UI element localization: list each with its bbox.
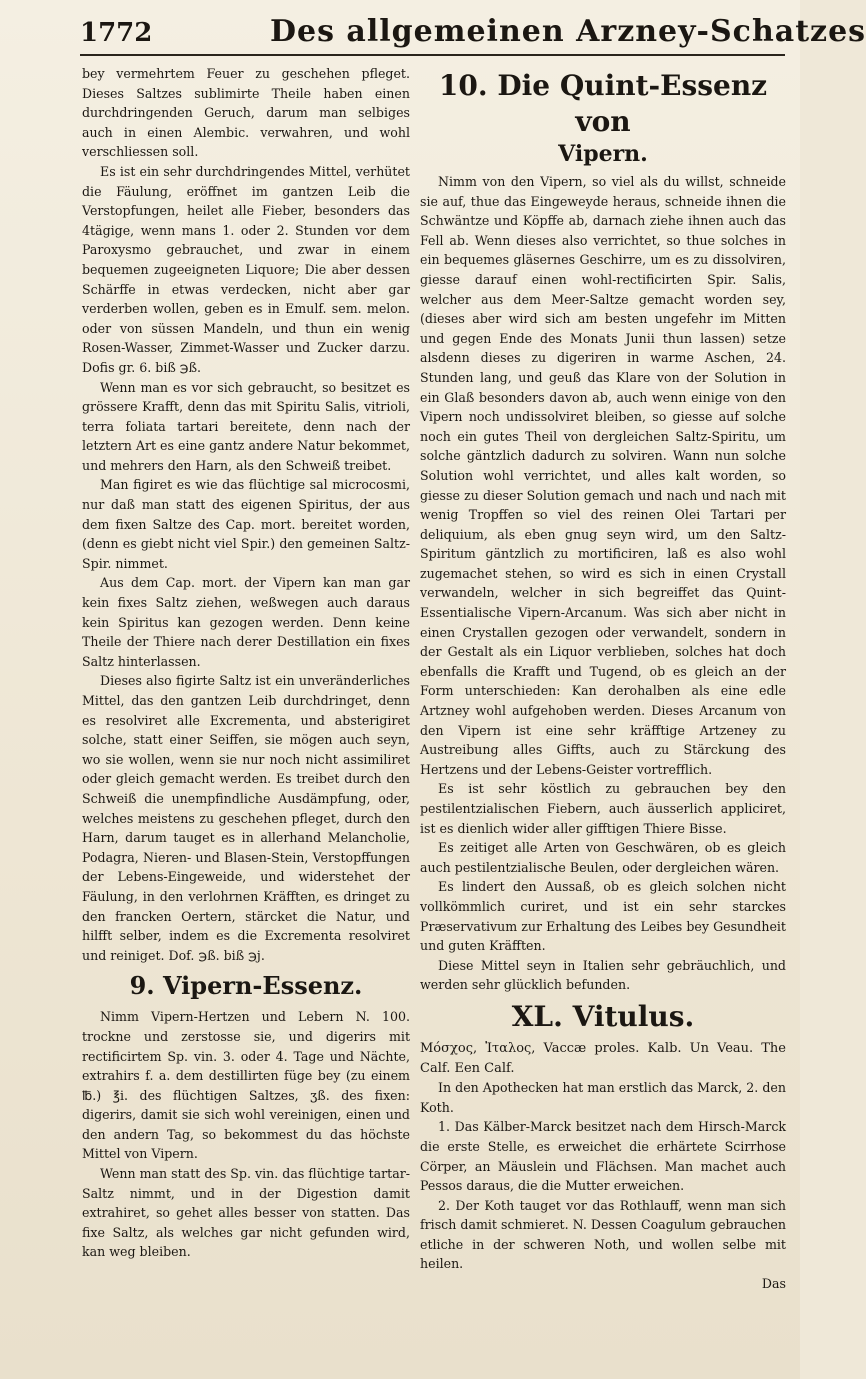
paragraph: bey vermehrtem Feuer zu geschehen pfleget. Dieses Saltzes sublimirte Theile haben einen durchdringenden Geruch, darum man selbiges auch in einen Alembic. verwahren, und wohl verschliessen soll. [82,66,410,160]
right-column [420,64,786,1294]
list-item: 2. Der Koth tauget vor das Rothlauff, wenn man sich frisch damit schmieret. N. Dessen Coagulum gebrauchen etliche in der schweren Noth, und wollen selbe mit heilen. [420,1197,786,1272]
section-heading: 9. Vipern-Essenz. [129,971,363,1001]
paragraph: Es zeitiget alle Arten von Geschwären, ob es gleich auch pestilentzialische Beulen, oder dergleichen wären. [420,840,786,875]
paragraph: Es ist ein sehr durchdringendes Mittel, verhütet die Fäulung, eröffnet im gantzen Leib die Verstopfungen, heilet alle Fieber, besonders das 4tägige, wenn mans 1. oder 2. Stunden vor dem Paroxysmo gebrauchet, und zwar in einem bequemen zugeeigneten Liquore; Die aber dessen Schärffe in etwas verdecken, nicht aber gar verderben wollen, geben es in Emulf. sem. melon. oder von süssen Mandeln, und thun ein wenig Rosen-Wasser, Zimmet-Wasser und Zucker darzu. Dofis gr. 6. biß ℈ß. [82,163,410,375]
page-header [80,14,866,56]
paragraph: Wenn man es vor sich gebraucht, so besitzet es grössere Krafft, denn das mit Spiritu Salis, vitrioli, terra foliata tartari bereitete, denn nach der letztern Art es eine gantz andere Natur bekommet, und mehrers den Harn, als den Schweiß treibet. [82,379,410,473]
paragraph: Dieses also figirte Saltz ist ein unveränderliches Mittel, das den gantzen Leib durchdringet, denn es resolviret alle Excrementa, und absterigiret solche, statt einer Seiffen, sie mögen auch seyn, wo sie wollen, wenn sie nur noch nicht assimiliret oder gleich gemacht werden. Es treibet durch den Schweiß die unempfindliche Ausdämpfung, oder, welches meistens zu geschehen pfleget, durch den Harn, darum tauget es in allerhand Melancholie, Podagra, Nieren- und Blasen-Stein, Verstopffungen der Lebens-Eingeweide, und widerstehet der Fäulung, in den verlohrnen Kräfften, es dringet zu den francken Oertern, stärcket die Natur, und hilfft selber, indem es die Excrementa resolviret und reiniget. Dof. ℈ß. biß ℈j. [82,673,410,963]
section-heading-line1: 10. Die Quint-Essenz von [438,69,768,138]
section-heading-line2: Vipern. [558,141,648,167]
section-heading [420,68,786,168]
synonyms-line: Μόσχος, Ἰταλος, Vaccæ proles. Kalb. Un Veau. The Calf. Een Calf. [420,1040,786,1076]
paragraph: Nimm von den Vipern, so viel als du willst, schneide sie auf, thue das Eingeweyde heraus, schneide ihnen die Schwäntze und Köpffe ab, darnach ziehe ihnen auch das Fell ab. Wenn dieses also verrichtet, so thue solches in ein bequemes gläsernes Geschirre, um es zu dissolviren, giesse darauf einen wohl-rectificirten Spir. Salis, welcher aus dem Meer-Saltze gemacht worden sey, (dieses aber wird sich am besten ungefehr im Mitten und gegen Ende des Monats Junii thun lassen) setze alsdenn dieses zu digeriren in warme Aschen, 24. Stunden lang, und geuß das Klare von der Solution in ein Glaß besonders davon ab, auch wenn einige von den Vipern noch undissolviret bleiben, so giesse auf solche noch ein gutes Theil von dergleichen Saltz-Spiritu, um solche gäntzlich dadurch zu solviren. Wann nun solche Solution wohl verrichtet, und alles kalt worden, so giesse zu dieser Solution gemach und nach und nach mit wenig Tropffen so viel des reinen Olei Tartari per deliquium, als eben gnug seyn wird, um den Saltz-Spiritum gäntzlich zu mortificiren, laß es also wohl zugemachet stehen, so wird es sich in einen Crystall verwandeln, welcher in sich begreiffet das Quint-Essentialische Vipern-Arcanum. Was sich aber nicht in einen Crystallen gezogen oder verwandelt, sondern in der Gestalt als ein Liquor verblieben, solches hat doch ebenfalls die Krafft und Tugend, ob es gleich an der Form unterschieden: Kan derohalben als eine edle Artzney wohl aufgehoben werden. Dieses Arcanum von den Vipern ist eine sehr kräfftige Artzeney zu Austreibung alles Giffts, auch zu Stärckung des Hertzens und der Lebens-Geister vortrefflich. [420,174,786,777]
running-title: Des allgemeinen Arzney-Schatzes [270,14,866,49]
page-number: 1772 [80,18,153,48]
paragraph: Diese Mittel seyn in Italien sehr gebräuchlich, und werden sehr glücklich befunden. [420,957,786,993]
catchword: Das [761,1276,786,1292]
left-column [82,64,410,1262]
paragraph: Aus dem Cap. mort. der Vipern kan man gar kein fixes Saltz ziehen, weßwegen auch daraus kein Spiritus kan gezogen werden. Denn keine Theile der Thiere nach derer Destillation ein fixes Saltz hinterlassen. [82,575,410,669]
paragraph: Man figiret es wie das flüchtige sal microcosmi, nur daß man statt des eigenen Spiritus, der aus dem fixen Saltze des Cap. mort. bereitet worden, (denn es giebt nicht viel Spir.) den gemeinen Saltz-Spir. nimmet. [82,477,410,571]
paragraph: Es ist sehr köstlich zu gebrauchen bey den pestilentzialischen Fiebern, auch äusserlich appliciret, ist es dienlich wider aller gifftigen Thiere Bisse. [420,781,786,836]
section-heading: XL. Vitulus. [511,999,695,1033]
paragraph: Es lindert den Aussaß, ob es gleich solchen nicht vollkömmlich curiret, und ist ein sehr starckes Præservativum zur Erhaltung des Leibes bey Gesundheit und guten Kräfften. [420,879,786,954]
list-item: 1. Das Kälber-Marck besitzet nach dem Hirsch-Marck die erste Stelle, es erweichet die erhärtete Scirrhose Cörper, an Mäuslein und Flächsen. Man machet auch Pessos daraus, die die Mutter erweichen. [420,1119,786,1194]
paragraph: Nimm Vipern-Hertzen und Lebern N. 100. trockne und zerstosse sie, und digerirs mit rectificirtem Sp. vin. 3. oder 4. Tage und Nächte, extrahirs f. a. dem destillirten füge bey (zu einem ℔.) ℥i. des flüchtigen Saltzes, ʒß. des fixen: digerirs, damit sie sich wohl vereinigen, einen und den andern Tag, so bekommest du das höchste Mittel von Vipern. [82,1009,410,1162]
paragraph: Wenn man statt des Sp. vin. das flüchtige tartar-Saltz nimmt, und in der Digestion damit extrahiret, so gehet alles besser von statten. Das fixe Saltz, als welches gar nicht gefunden wird, kan weg bleiben. [82,1166,411,1260]
paragraph: In den Apothecken hat man erstlich das Marck, 2. den Koth. [420,1080,786,1115]
